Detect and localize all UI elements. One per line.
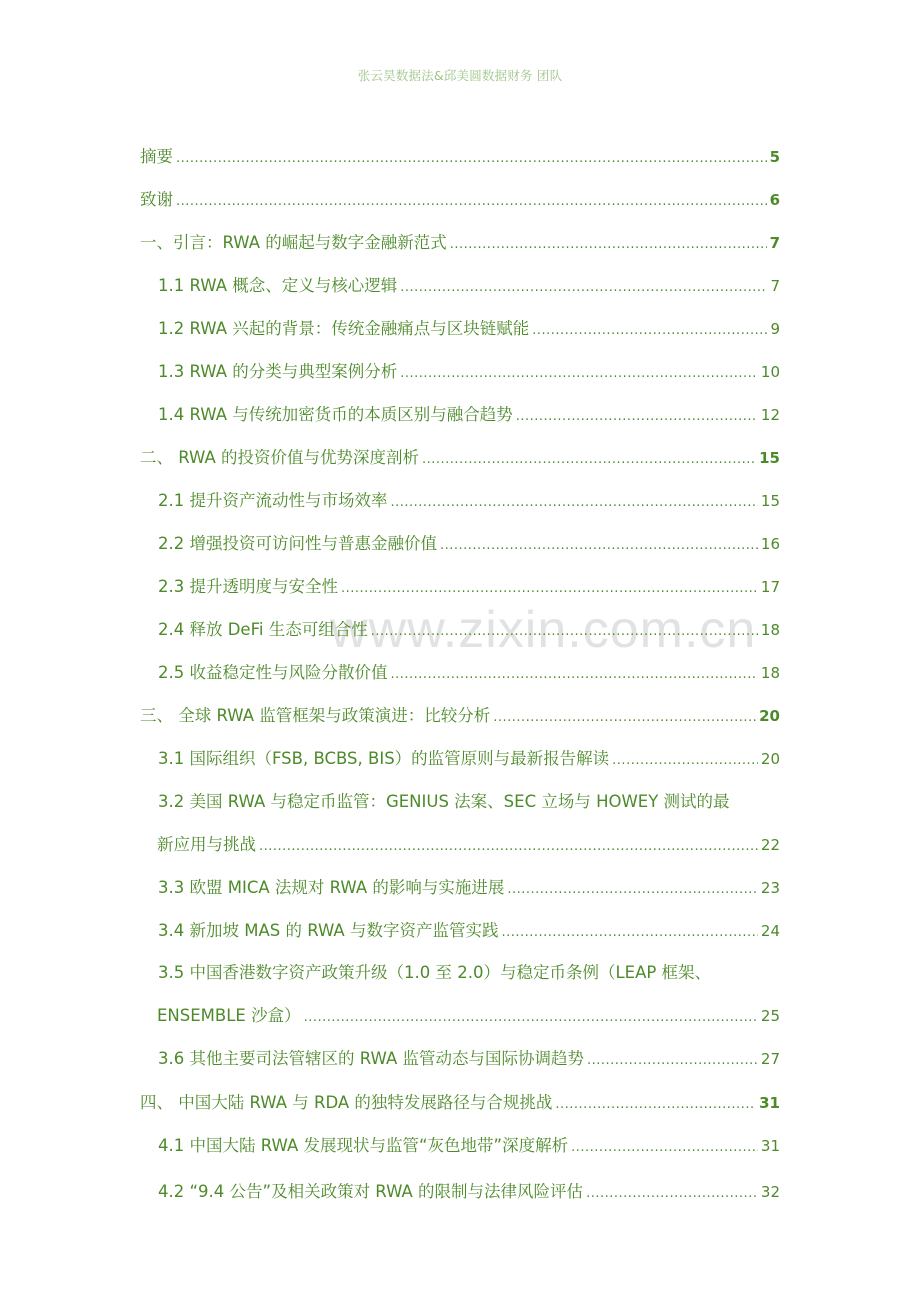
toc-entry-chapter-3[interactable]	[0, 705, 920, 729]
toc-leader	[612, 750, 758, 772]
toc-entry-2-5[interactable]	[0, 662, 920, 686]
toc-leader	[586, 1183, 758, 1205]
toc-page: 31	[759, 1094, 780, 1112]
toc-leader	[422, 449, 756, 471]
toc-entry-4-2[interactable]	[0, 1181, 920, 1205]
toc-page: 20	[759, 707, 780, 725]
toc-title: 1.2 RWA 兴起的背景：传统金融痛点与区块链赋能	[158, 319, 530, 338]
toc-entry-1-3[interactable]	[0, 361, 920, 385]
toc-leader	[371, 621, 758, 643]
toc-leader	[341, 578, 758, 600]
toc-leader	[450, 234, 767, 256]
toc-leader	[532, 320, 767, 342]
toc-entry-1-1[interactable]	[0, 275, 920, 299]
toc-entry-abstract[interactable]	[0, 146, 920, 170]
toc-page: 24	[760, 922, 780, 940]
toc-title: ENSEMBLE 沙盒）	[157, 1006, 301, 1025]
toc-leader	[507, 879, 758, 901]
toc-title: 致谢	[140, 190, 173, 209]
toc-entry-2-1[interactable]	[0, 490, 920, 514]
toc-leader	[501, 922, 757, 944]
toc-page: 20	[760, 750, 780, 768]
toc-page: 16	[760, 535, 780, 553]
toc-entry-2-2[interactable]	[0, 533, 920, 557]
toc-page: 32	[760, 1183, 780, 1201]
toc-page: 15	[759, 449, 780, 467]
toc-title: 新应用与挑战	[157, 835, 256, 854]
toc-title: 2.2 增强投资可访问性与普惠金融价值	[158, 534, 437, 553]
toc-title: 3.2 美国 RWA 与稳定币监管：GENIUS 法案、SEC 立场与 HOWEY 测试的最	[158, 792, 730, 811]
toc-page: 18	[760, 621, 780, 639]
toc-entry-3-5[interactable]	[0, 1005, 920, 1029]
toc-entry-1-2[interactable]	[0, 318, 920, 342]
toc-leader	[571, 1137, 758, 1159]
toc-page: 27	[760, 1050, 780, 1068]
toc-title: 3.3 欧盟 MICA 法规对 RWA 的影响与实施进展	[158, 878, 505, 897]
toc-title: 1.3 RWA 的分类与典型案例分析	[158, 362, 398, 381]
toc-title: 一、引言：RWA 的崛起与数字金融新范式	[140, 233, 447, 252]
toc-leader	[304, 1007, 758, 1029]
toc-leader	[400, 363, 758, 385]
toc-page: 5	[769, 148, 780, 166]
toc-title: 4.1 中国大陆 RWA 发展现状与监管“灰色地带”深度解析	[158, 1136, 569, 1155]
toc-page: 6	[769, 191, 780, 209]
toc-leader	[391, 492, 758, 514]
toc-page: 7	[770, 277, 780, 295]
toc-title: 3.4 新加坡 MAS 的 RWA 与数字资产监管实践	[158, 921, 499, 940]
toc-title: 2.4 释放 DeFi 生态可组合性	[158, 620, 368, 639]
toc-title: 3.1 国际组织（FSB, BCBS, BIS）的监管原则与最新报告解读	[158, 749, 610, 768]
toc-title: 2.1 提升资产流动性与市场效率	[158, 491, 388, 510]
toc-title: 四、 中国大陆 RWA 与 RDA 的独特发展路径与合规挑战	[140, 1093, 553, 1112]
toc-page: 15	[760, 492, 780, 510]
toc-page: 10	[760, 363, 780, 381]
page-header: 张云昊数据法&邱美圆数据财务 团队	[357, 68, 563, 83]
toc-page: 31	[760, 1137, 780, 1155]
toc-title: 1.4 RWA 与传统加密货币的本质区别与融合趋势	[158, 405, 513, 424]
toc-leader	[400, 277, 767, 299]
toc-entry-3-2[interactable]	[0, 834, 920, 858]
toc-entry-1-4[interactable]	[0, 404, 920, 428]
toc-page: 12	[760, 406, 780, 424]
watermark: www.zixin.com.cn	[330, 601, 757, 659]
toc-page: 17	[760, 578, 780, 596]
toc-page: 7	[769, 234, 780, 252]
toc-entry-chapter-1[interactable]	[0, 232, 920, 256]
toc-page: 9	[770, 320, 780, 338]
toc-title: 摘要	[140, 147, 173, 166]
toc-entry-3-6[interactable]	[0, 1048, 920, 1072]
toc-entry-2-4[interactable]	[0, 619, 920, 643]
toc-leader	[516, 406, 758, 428]
toc-title: 4.2 “9.4 公告”及相关政策对 RWA 的限制与法律风险评估	[158, 1182, 584, 1201]
toc-leader	[493, 707, 756, 729]
toc-leader	[587, 1050, 758, 1072]
toc-entry-chapter-2[interactable]	[0, 447, 920, 471]
toc-entry-3-2-line1[interactable]	[0, 791, 920, 813]
toc-title: 3.6 其他主要司法管辖区的 RWA 监管动态与国际协调趋势	[158, 1049, 584, 1068]
toc-title: 3.5 中国香港数字资产政策升级（1.0 至 2.0）与稳定币条例（LEAP 框架、	[158, 963, 712, 982]
toc-entry-acknowledgements[interactable]	[0, 189, 920, 213]
toc-leader	[440, 535, 758, 557]
toc-title: 2.3 提升透明度与安全性	[158, 577, 338, 596]
toc-leader	[391, 664, 758, 686]
toc-page: 22	[760, 836, 780, 854]
toc-leader	[555, 1094, 756, 1116]
toc-title: 2.5 收益稳定性与风险分散价值	[158, 663, 388, 682]
toc-entry-3-3[interactable]	[0, 877, 920, 901]
toc-entry-3-5-line1[interactable]	[0, 962, 920, 984]
toc-entry-3-4[interactable]	[0, 920, 920, 944]
toc-entry-2-3[interactable]	[0, 576, 920, 600]
toc-page: 23	[760, 879, 780, 897]
toc-title: 三、 全球 RWA 监管框架与政策演进：比较分析	[140, 706, 491, 725]
toc-title: 二、 RWA 的投资价值与优势深度剖析	[140, 448, 419, 467]
toc-title: 1.1 RWA 概念、定义与核心逻辑	[158, 276, 398, 295]
toc-entry-3-1[interactable]	[0, 748, 920, 772]
toc-leader	[176, 148, 767, 170]
toc-entry-chapter-4[interactable]	[0, 1092, 920, 1116]
toc-leader	[176, 191, 767, 213]
toc-leader	[259, 836, 758, 858]
toc-page: 25	[760, 1007, 780, 1025]
toc-entry-4-1[interactable]	[0, 1135, 920, 1159]
toc-page: 18	[760, 664, 780, 682]
